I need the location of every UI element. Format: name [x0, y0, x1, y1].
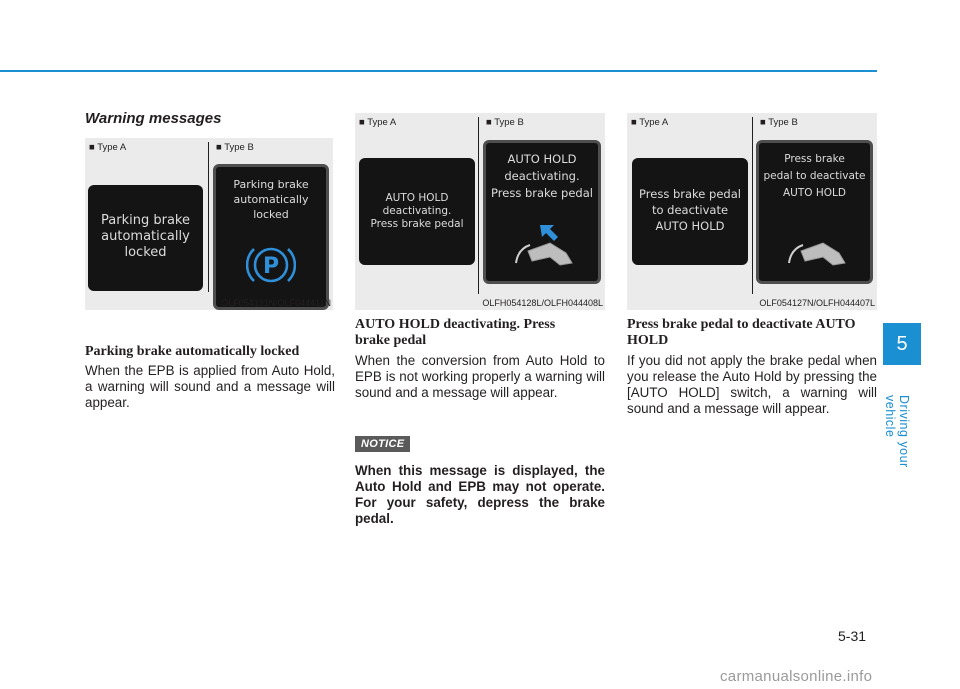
section-title: Warning messages	[85, 110, 222, 127]
notice-badge: NOTICE	[355, 436, 410, 452]
notice-text: When this message is displayed, the Auto Hold and EPB may not operate. For your safety, depress the brake pedal.	[355, 463, 605, 526]
screen-message: Parking brake automatically locked	[233, 178, 309, 221]
brake-pedal-icon	[783, 221, 853, 271]
figure-ref: OLF054127N/OLFH044407L	[759, 298, 875, 308]
brake-pedal-icon	[510, 221, 580, 271]
heading-parking-brake: Parking brake automatically locked	[85, 344, 300, 359]
screen-type-b	[756, 140, 873, 284]
screen-type-b	[213, 164, 329, 310]
type-a-label: ■ Type A	[631, 117, 669, 128]
panel-parking-brake	[85, 138, 333, 310]
panel-divider	[478, 117, 479, 294]
type-b-label: ■ Type B	[216, 142, 254, 153]
screen-message: Press brake pedal to deactivate AUTO HOLD	[639, 187, 741, 233]
type-b-label: ■ Type B	[486, 117, 524, 128]
parking-brake-icon	[246, 243, 296, 287]
screen-message: AUTO HOLD deactivating. Press brake pedal	[491, 152, 593, 200]
top-rule	[0, 70, 877, 72]
watermark: carmanualsonline.info	[720, 668, 873, 685]
panel-press-brake	[627, 113, 877, 310]
panel-divider	[208, 142, 209, 292]
panel-divider	[752, 117, 753, 294]
figure-ref: OLF054131N/OLF044411N	[221, 298, 331, 308]
heading-auto-hold-deactivating: AUTO HOLD deactivating. Press brake pedal	[355, 317, 556, 348]
chapter-tab: 5	[883, 323, 921, 365]
figure-ref: OLFH054128L/OLFH044408L	[482, 298, 603, 308]
body-auto-hold-deactivating: When the conversion from Auto Hold to EPB is not working properly a warning will sound and a message will appear.	[355, 353, 605, 400]
screen-message: Press brake pedal to deactivate AUTO HOLD	[763, 153, 866, 199]
screen-type-a	[359, 158, 475, 265]
body-press-brake: If you did not apply the brake pedal when you release the Auto Hold by pressing the [AUTO HOLD] switch, a warning will sound and a message will appear.	[627, 353, 877, 416]
screen-type-a	[88, 185, 203, 291]
screen-message: AUTO HOLD deactivating. Press brake pedal	[370, 192, 464, 230]
type-a-label: ■ Type A	[359, 117, 397, 128]
screen-type-b	[483, 140, 601, 284]
svg-text:P: P	[262, 254, 280, 279]
screen-type-a	[632, 158, 748, 265]
type-b-label: ■ Type B	[760, 117, 798, 128]
chapter-label: Driving your vehicle	[883, 395, 911, 468]
panel-auto-hold-deactivating	[355, 113, 605, 310]
heading-press-brake: Press brake pedal to deactivate AUTO HOLD	[627, 317, 856, 348]
body-parking-brake: When the EPB is applied from Auto Hold, a warning will sound and a message will appear.	[85, 363, 335, 410]
type-a-label: ■ Type A	[89, 142, 127, 153]
screen-message: Parking brake automatically locked	[101, 213, 190, 260]
page-number: 5-31	[838, 628, 867, 644]
